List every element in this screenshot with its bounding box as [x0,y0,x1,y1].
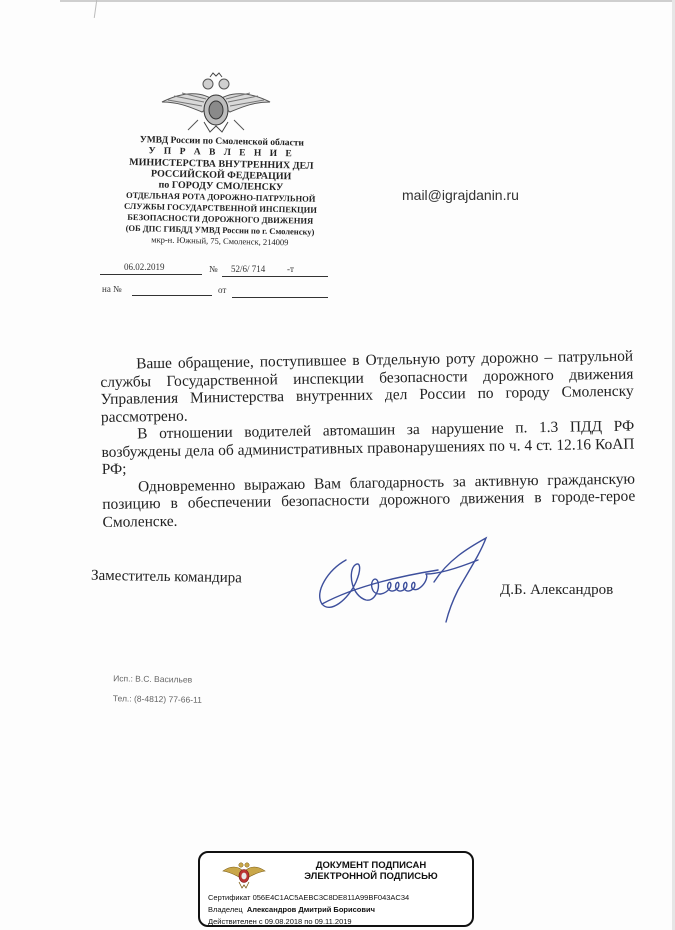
body-paragraph-2: В отношении водителей автомашин за нарушение п. 1.3 ПДД РФ возбуждены дела об административных правонарушениях по ч. 4 ст. 12.16 КоАП РФ; [101,417,635,478]
e-signature-stamp [198,851,474,927]
body-paragraph-1: Ваше обращение, поступившее в Отдельную роту дорожно – патрульной службы Государственной инспекции безопасности дорожного движения Управления Министерства внутренних дел России по городу Смоленску рассмотрено. [100,347,634,426]
handwritten-signature [308,530,503,630]
letterhead-upravlenie: У П Р А В Л Е Н И Е [148,146,295,160]
recipient-email: mail@igrajdanin.ru [402,187,519,203]
stamp-title-2: ЭЛЕКТРОННОЙ ПОДПИСЬЮ [304,871,438,882]
date-underline [100,274,202,275]
letterhead-dept: УМВД России по Смоленской области [139,135,305,149]
ref-number-underline [132,295,212,296]
body-paragraph-3: Одновременно выражаю Вам благодарность за активную гражданскую позицию в обеспечении безопасности дорожного движения в городе-герое Смоленске. [102,470,636,531]
reg-number-suffix: -т [287,264,294,274]
letter-body [100,348,636,531]
ref-number-label: на № [102,284,122,294]
stamp-title [278,860,464,882]
letterhead-unit-1: ОТДЕЛЬНАЯ РОТА ДОРОЖНО-ПАТРУЛЬНОЙ [125,189,316,204]
stamp-details [208,892,409,928]
letterhead [84,134,358,250]
executor-info [113,668,203,710]
ref-from-label: от [218,285,227,295]
letterhead-unit-3: БЕЗОПАСНОСТИ ДОРОЖНОГО ДВИЖЕНИЯ [127,211,314,226]
scan-edge [60,0,675,12]
reg-number: 52/6/ 714 [231,264,266,274]
reg-number-label: № [209,264,218,274]
stamp-cert-label: Сертификат [208,893,251,902]
stamp-title-1: ДОКУМЕНТ ПОДПИСАН [315,860,427,871]
stamp-owner-value: Александров Дмитрий Борисович [246,905,375,914]
mvd-emblem-icon [222,860,266,890]
ref-from-underline [232,297,328,298]
stamp-owner-label: Владелец [208,905,243,914]
number-underline [222,276,328,277]
mvd-emblem-icon [158,72,274,138]
executor-phone: Тел.: (8-4812) 77-66-11 [112,693,202,705]
letterhead-unit-2: СЛУЖБЫ ГОСУДАРСТВЕННОЙ ИНСПЕКЦИИ [123,200,318,215]
letterhead-ministry-1: МИНИСТЕРСТВА ВНУТРЕННИХ ДЕЛ [129,156,314,172]
executor-name: Исп.: В.С. Васильев [113,673,193,685]
letterhead-city: по ГОРОДУ СМОЛЕНСКУ [158,179,284,194]
signatory-name: Д.Б. Александров [500,582,614,598]
letterhead-unit-4: (ОБ ДПС ГИБДД УМВД России по г. Смоленску) [125,222,315,237]
letterhead-ministry-2: РОССИЙСКОЙ ФЕДЕРАЦИИ [150,168,292,183]
stamp-validity: Действителен с 09.08.2018 по 09.11.2019 [208,917,352,926]
letterhead-address: мкр-н. Южный, 75, Смоленск, 214009 [151,234,289,248]
stamp-cert-value: 056E4C1AC5AEBC3C8DE811A99BF043AC34 [252,893,410,902]
reg-date: 06.02.2019 [124,262,165,272]
stamp-cert-row [208,892,409,904]
signatory-role: Заместитель командира [90,567,242,587]
stamp-owner-row [208,904,409,916]
